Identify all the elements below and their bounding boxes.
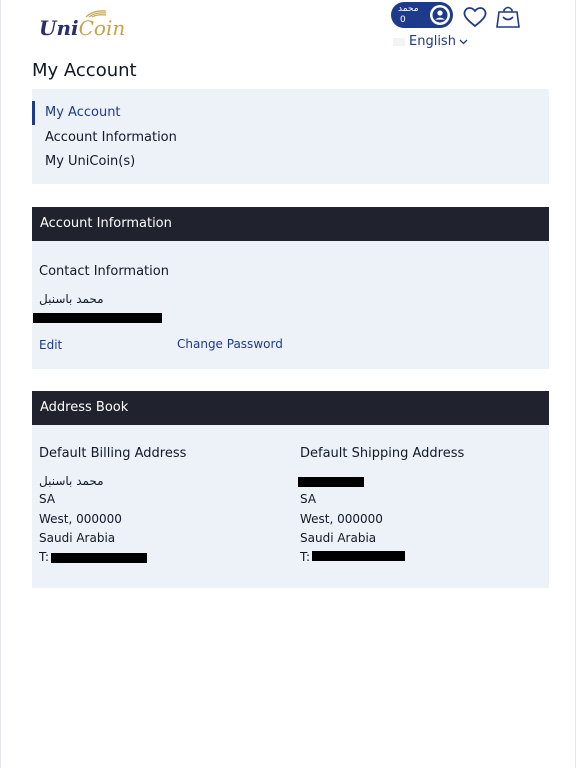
unicoin-logo[interactable]	[39, 16, 125, 40]
logo-wing-icon	[85, 10, 107, 18]
page-title: My Account	[32, 60, 137, 81]
shipping-country: Saudi Arabia	[300, 531, 377, 545]
site-header	[1, 0, 575, 56]
redacted-billing-phone	[51, 553, 147, 563]
shipping-phone-prefix: T:	[300, 550, 311, 564]
shopping-bag-icon[interactable]	[495, 5, 521, 29]
billing-line2: West, 000000	[39, 512, 122, 526]
address-book-header: Address Book	[32, 391, 549, 425]
account-nav	[32, 89, 549, 184]
nav-item-my-unicoins[interactable]: My UniCoin(s)	[45, 154, 136, 169]
heart-icon[interactable]	[462, 6, 488, 28]
language-selector[interactable]	[393, 34, 468, 49]
account-name: محمد	[398, 4, 419, 14]
shipping-address-title: Default Shipping Address	[300, 446, 465, 461]
billing-phone-prefix: T:	[39, 550, 50, 564]
redacted-email	[33, 313, 162, 323]
redacted-shipping-name	[298, 477, 364, 487]
change-password-link[interactable]: Change Password	[177, 337, 283, 351]
shipping-line2: West, 000000	[300, 512, 383, 526]
account-information-header: Account Information	[32, 207, 549, 241]
contact-information-title: Contact Information	[39, 264, 169, 279]
language-label: English	[409, 34, 456, 49]
account-information-panel	[32, 241, 549, 369]
edit-link[interactable]: Edit	[39, 338, 63, 352]
account-coin-count: 0	[400, 15, 406, 25]
billing-line1: SA	[39, 492, 56, 506]
address-book-panel	[32, 425, 549, 588]
billing-address-title: Default Billing Address	[39, 446, 187, 461]
contact-name: محمد باسنبل	[39, 292, 104, 306]
logo-text-suffix: Coin	[78, 16, 126, 40]
user-icon	[430, 5, 450, 25]
redacted-shipping-phone	[312, 551, 405, 561]
nav-item-my-account[interactable]: My Account	[32, 101, 549, 125]
nav-item-account-information[interactable]: Account Information	[45, 130, 177, 145]
billing-country: Saudi Arabia	[39, 531, 116, 545]
chevron-down-icon	[459, 39, 468, 45]
flag-icon	[393, 38, 405, 46]
logo-text-prefix: Uni	[39, 16, 79, 40]
billing-name: محمد باسنبل	[39, 474, 104, 488]
shipping-line1: SA	[300, 492, 317, 506]
account-button[interactable]	[391, 2, 453, 28]
